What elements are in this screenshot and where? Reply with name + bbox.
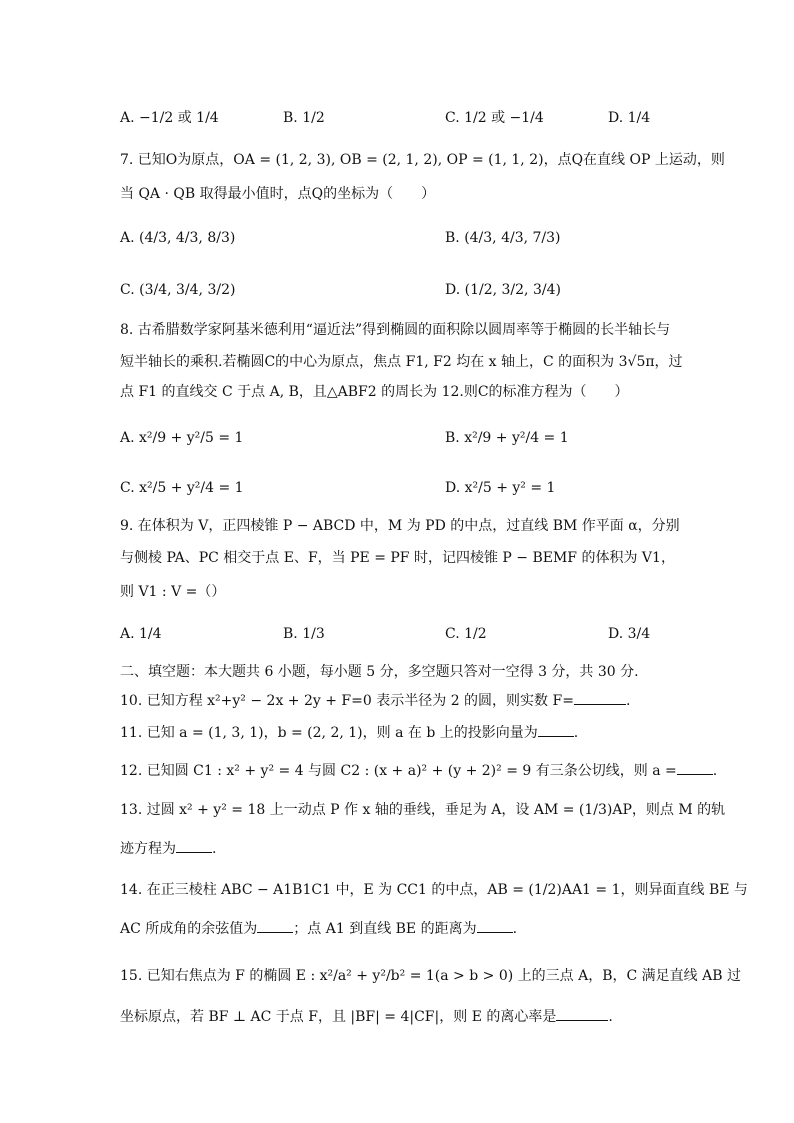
- q10-answer-blank: [574, 690, 626, 705]
- q15-line2: [120, 1006, 613, 1027]
- q13-line2: [120, 838, 216, 859]
- q9-option-a: A. 1/4: [120, 626, 162, 642]
- q6-option-a: A. −1/2 或 1/4: [120, 110, 219, 126]
- q8-stem-line1: 8. 古希腊数学家阿基米德利用“逼近法”得到椭圆的面积除以圆周率等于椭圆的长半轴长与: [120, 322, 671, 338]
- q7-option-a: A. (4/3, 4/3, 8/3): [120, 230, 236, 246]
- q13-text-line2: 迹方程为: [120, 841, 176, 857]
- q7-option-b: B. (4/3, 4/3, 7/3): [445, 230, 561, 246]
- q11-text: 11. 已知 a = (1, 3, 1)，b = (2, 2, 1)，则 a 在 b 上的投影向量为: [120, 725, 538, 741]
- q12-answer-blank: [677, 760, 713, 775]
- q9-stem-line3: 则 V1 : V =（）: [120, 584, 226, 600]
- q13-period: .: [212, 841, 217, 857]
- q12: [120, 760, 717, 781]
- q14-answer-blank-1: [257, 918, 293, 933]
- q9-stem-line2: 与侧棱 PA、PC 相交于点 E、F，当 PE = PF 时，记四棱锥 P − BEMF 的体积为 V1，: [120, 550, 675, 566]
- q6-option-d: D. 1/4: [608, 110, 651, 126]
- q14-line2: [120, 918, 517, 939]
- q10: [120, 690, 630, 711]
- q15-answer-blank: [556, 1006, 608, 1021]
- q11: [120, 722, 578, 743]
- q8-option-d: D. x²/5 + y² = 1: [445, 480, 556, 496]
- q7-option-d: D. (1/2, 3/2, 3/4): [445, 282, 561, 298]
- q9-option-b: B. 1/3: [283, 626, 325, 642]
- q14-period: .: [512, 921, 518, 937]
- q15-period: .: [608, 1009, 613, 1025]
- q10-period: .: [625, 693, 631, 709]
- q11-period: .: [573, 725, 579, 741]
- q9-option-d: D. 3/4: [608, 626, 651, 642]
- q15-stem-line1: 15. 已知右焦点为 F 的椭圆 E : x²/a² + y²/b² = 1(a > b > 0) 上的三点 A，B，C 满足直线 AB 过: [120, 968, 741, 984]
- q14-answer-blank-2: [477, 918, 513, 933]
- q7-stem-line1: 7. 已知O为原点，OA = (1, 2, 3), OB = (2, 1, 2), OP = (1, 1, 2)，点Q在直线 OP 上运动，则: [120, 152, 725, 168]
- q10-text: 10. 已知方程 x²+y² − 2x + 2y + F=0 表示半径为 2 的圆，则实数 F=: [120, 693, 574, 709]
- q9-option-c: C. 1/2: [445, 626, 487, 642]
- q9-stem-line1: 9. 在体积为 V，正四棱锥 P − ABCD 中，M 为 PD 的中点，过直线 BM 作平面 α，分别: [120, 518, 680, 534]
- q12-text: 12. 已知圆 C1 : x² + y² = 4 与圆 C2 : (x + a)² + (y + 2)² = 9 有三条公切线，则 a =: [120, 763, 677, 779]
- q13-answer-blank: [176, 838, 212, 853]
- q8-stem-line2: 短半轴长的乘积.若椭圆C的中心为原点，焦点 F1, F2 均在 x 轴上，C 的面积为 3√5π，过: [120, 354, 683, 370]
- section-2-heading: 二、填空题：本大题共 6 小题，每小题 5 分，多空题只答对一空得 3 分，共 30 分.: [120, 664, 639, 680]
- q13-stem-line1: 13. 过圆 x² + y² = 18 上一动点 P 作 x 轴的垂线，垂足为 A，设 AM = (1/3)AP，则点 M 的轨: [120, 802, 726, 818]
- q6-option-b: B. 1/2: [283, 110, 325, 126]
- q8-option-b: B. x²/9 + y²/4 = 1: [445, 430, 569, 446]
- q14-stem-line1: 14. 在正三棱柱 ABC − A1B1C1 中，E 为 CC1 的中点，AB = (1/2)AA1 = 1，则异面直线 BE 与: [120, 882, 748, 898]
- q11-answer-blank: [538, 722, 574, 737]
- q14-text-line2b: ；点 A1 到直线 BE 的距离为: [293, 921, 477, 937]
- q8-option-a: A. x²/9 + y²/5 = 1: [120, 430, 244, 446]
- q8-option-c: C. x²/5 + y²/4 = 1: [120, 480, 244, 496]
- q7-option-c: C. (3/4, 3/4, 3/2): [120, 282, 236, 298]
- q15-text-line2: 坐标原点，若 BF ⊥ AC 于点 F，且 |BF| = 4|CF|，则 E 的离心率是: [120, 1009, 557, 1025]
- q7-stem-line2: 当 QA · QB 取得最小值时，点Q的坐标为（ ）: [120, 186, 436, 202]
- q12-period: .: [712, 763, 718, 779]
- q8-stem-line3: 点 F1 的直线交 C 于点 A, B，且△ABF2 的周长为 12.则C的标准方程为（ ）: [120, 384, 629, 400]
- q6-option-c: C. 1/2 或 −1/4: [445, 110, 544, 126]
- q14-text-line2a: AC 所成角的余弦值为: [120, 921, 258, 937]
